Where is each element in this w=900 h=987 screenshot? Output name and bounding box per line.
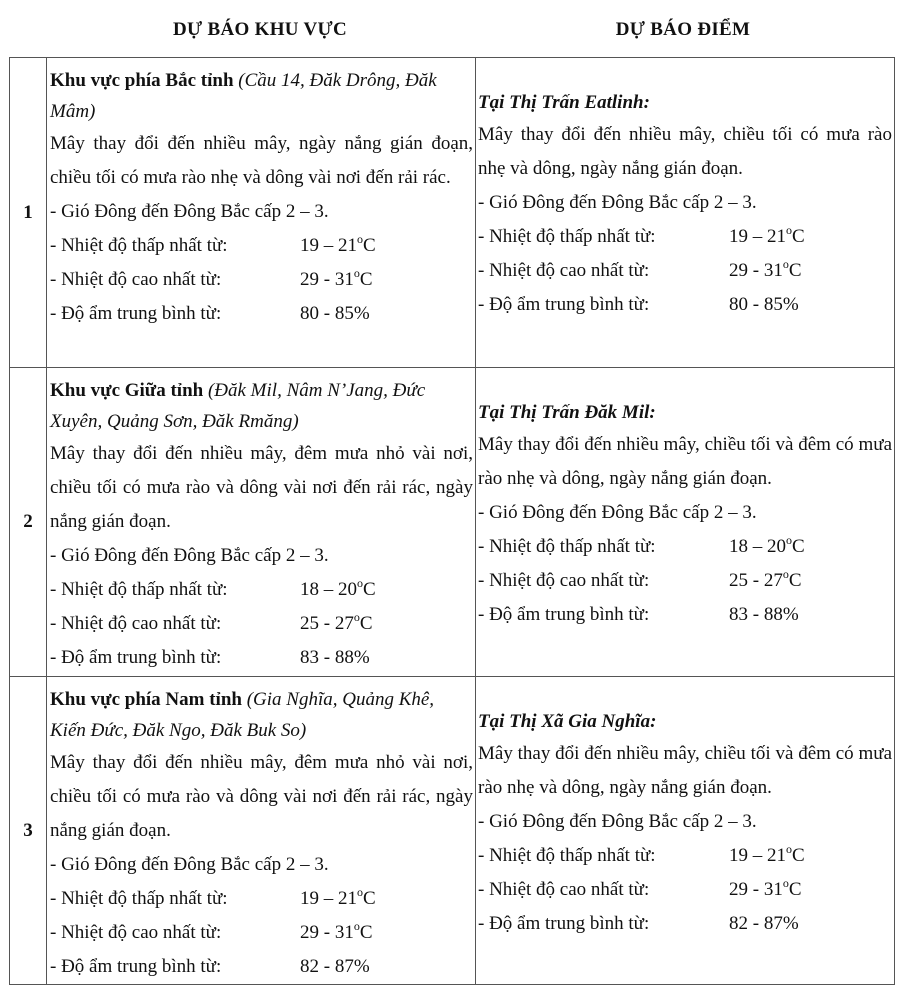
wind-line: - Gió Đông đến Đông Bắc cấp 2 – 3.	[478, 811, 757, 832]
wind-line: - Gió Đông đến Đông Bắc cấp 2 – 3.	[478, 502, 757, 523]
degree-symbol: o	[782, 876, 789, 890]
region-forecast-cell	[47, 368, 476, 677]
humidity-line	[478, 598, 892, 632]
min-temp-value: 19 – 21$^o$C	[729, 223, 805, 247]
point-title: Tại Thị Xã Gia Nghĩa:	[478, 711, 657, 732]
max-temp-label: - Nhiệt độ cao nhất từ:	[50, 613, 222, 634]
wind-line: - Gió Đông đến Đông Bắc cấp 2 – 3.	[50, 854, 329, 875]
min-temp-value: 19 – 21$^o$C	[300, 232, 376, 256]
point-title: Tại Thị Trấn Đăk Mil:	[478, 402, 656, 423]
max-temp-value: 29 - 31$^o$C	[300, 919, 373, 943]
forecast-description: Mây thay đổi đến nhiều mây, chiều tối và đêm có mưa rào nhẹ và dông, ngày nắng gián đoạn.	[478, 743, 892, 798]
table-row	[10, 368, 895, 677]
min-temp-line	[478, 839, 892, 873]
row-number: 2	[10, 368, 47, 677]
humidity-label: - Độ ẩm trung bình từ:	[50, 303, 222, 324]
humidity-line	[50, 950, 473, 984]
forecast-description: Mây thay đổi đến nhiều mây, đêm mưa nhỏ vài nơi, chiều tối có mưa rào và dông vài nơi đến rải rác, ngày nắng gián đoạn.	[50, 752, 473, 841]
degree-symbol: o	[357, 576, 363, 590]
forecast-table	[9, 57, 895, 985]
min-temp-label: - Nhiệt độ thấp nhất từ:	[478, 226, 656, 247]
region-name: Khu vực phía Nam tỉnh	[50, 689, 242, 710]
min-temp-line	[478, 530, 892, 564]
humidity-line	[478, 907, 892, 941]
degree-symbol: o	[357, 885, 363, 899]
humidity-line	[478, 288, 892, 322]
max-temp-value: 25 - 27$^o$C	[300, 610, 373, 634]
min-temp-value: 19 – 21$^o$C	[729, 842, 805, 866]
min-temp-label: - Nhiệt độ thấp nhất từ:	[478, 536, 656, 557]
wind-line: - Gió Đông đến Đông Bắc cấp 2 – 3.	[50, 201, 329, 222]
humidity-value: 83 - 88%	[300, 647, 370, 668]
max-temp-label: - Nhiệt độ cao nhất từ:	[478, 879, 650, 900]
point-title: Tại Thị Trấn Eatlinh:	[478, 92, 650, 113]
min-temp-value: 18 – 20$^o$C	[300, 576, 376, 600]
min-temp-line	[50, 229, 473, 263]
region-title	[50, 684, 473, 746]
region-districts: (Đăk Mil, Nâm N’Jang, Đức Xuyên, Quảng Sơn, Đăk Rmăng)	[50, 380, 426, 432]
max-temp-value: 29 - 31$^o$C	[729, 876, 802, 900]
degree-symbol: o	[782, 567, 789, 581]
max-temp-line	[478, 564, 892, 598]
max-temp-line	[50, 263, 473, 297]
max-temp-line	[50, 607, 473, 641]
region-districts: (Cầu 14, Đăk Drông, Đăk Mâm)	[50, 70, 437, 122]
degree-symbol: o	[786, 533, 792, 547]
degree-symbol: o	[786, 842, 792, 856]
region-forecast-cell	[47, 58, 476, 368]
region-title	[50, 65, 473, 127]
humidity-line	[50, 641, 473, 675]
max-temp-line	[50, 916, 473, 950]
degree-symbol: o	[353, 610, 360, 624]
region-forecast-cell	[47, 677, 476, 985]
max-temp-value: 29 - 31$^o$C	[300, 266, 373, 290]
humidity-value: 82 - 87%	[300, 956, 370, 977]
min-temp-line	[50, 573, 473, 607]
humidity-label: - Độ ẩm trung bình từ:	[478, 294, 650, 315]
region-districts: (Gia Nghĩa, Quảng Khê, Kiến Đức, Đăk Ngo, Đăk Buk So)	[50, 689, 435, 741]
forecast-description: Mây thay đổi đến nhiều mây, chiều tối và đêm có mưa rào nhẹ và dông, ngày nắng gián đoạn.	[478, 434, 892, 489]
forecast-description: Mây thay đổi đến nhiều mây, chiều tối có mưa rào nhẹ và dông, ngày nắng gián đoạn.	[478, 124, 892, 179]
max-temp-label: - Nhiệt độ cao nhất từ:	[50, 922, 222, 943]
humidity-label: - Độ ẩm trung bình từ:	[478, 913, 650, 934]
header-point-forecast: DỰ BÁO ĐIỂM	[615, 19, 751, 40]
min-temp-value: 18 – 20$^o$C	[729, 533, 805, 557]
max-temp-label: - Nhiệt độ cao nhất từ:	[478, 260, 650, 281]
humidity-label: - Độ ẩm trung bình từ:	[50, 647, 222, 668]
min-temp-label: - Nhiệt độ thấp nhất từ:	[478, 845, 656, 866]
table-header	[0, 0, 900, 58]
region-name: Khu vực Giữa tỉnh	[50, 380, 204, 401]
humidity-value: 80 - 85%	[729, 294, 799, 315]
degree-symbol: o	[353, 919, 360, 933]
max-temp-line	[478, 254, 892, 288]
header-region-forecast: DỰ BÁO KHU VỰC	[173, 19, 347, 40]
point-forecast-cell	[476, 368, 895, 677]
min-temp-value: 19 – 21$^o$C	[300, 885, 376, 909]
table-row	[10, 677, 895, 985]
region-name: Khu vực phía Bắc tỉnh	[50, 70, 234, 91]
degree-symbol: o	[357, 232, 363, 246]
max-temp-value: 29 - 31$^o$C	[729, 257, 802, 281]
forecast-description: Mây thay đổi đến nhiều mây, ngày nắng gián đoạn, chiều tối có mưa rào nhẹ và dông vài nơi đến rải rác.	[50, 133, 473, 188]
degree-symbol: o	[353, 266, 360, 280]
humidity-value: 80 - 85%	[300, 303, 370, 324]
point-forecast-cell	[476, 677, 895, 985]
table-row	[10, 58, 895, 368]
max-temp-label: - Nhiệt độ cao nhất từ:	[478, 570, 650, 591]
max-temp-value: 25 - 27$^o$C	[729, 567, 802, 591]
wind-line: - Gió Đông đến Đông Bắc cấp 2 – 3.	[50, 545, 329, 566]
min-temp-label: - Nhiệt độ thấp nhất từ:	[50, 235, 228, 256]
min-temp-line	[478, 220, 892, 254]
humidity-label: - Độ ẩm trung bình từ:	[478, 604, 650, 625]
humidity-value: 83 - 88%	[729, 604, 799, 625]
degree-symbol: o	[782, 257, 789, 271]
row-number: 3	[10, 677, 47, 985]
forecast-description: Mây thay đổi đến nhiều mây, đêm mưa nhỏ vài nơi, chiều tối có mưa rào và dông vài nơi đến rải rác, ngày nắng gián đoạn.	[50, 443, 473, 532]
point-forecast-cell	[476, 58, 895, 368]
min-temp-label: - Nhiệt độ thấp nhất từ:	[50, 579, 228, 600]
min-temp-label: - Nhiệt độ thấp nhất từ:	[50, 888, 228, 909]
degree-symbol: o	[786, 223, 792, 237]
row-number: 1	[10, 58, 47, 368]
max-temp-line	[478, 873, 892, 907]
min-temp-line	[50, 882, 473, 916]
max-temp-label: - Nhiệt độ cao nhất từ:	[50, 269, 222, 290]
humidity-line	[50, 297, 473, 331]
humidity-label: - Độ ẩm trung bình từ:	[50, 956, 222, 977]
humidity-value: 82 - 87%	[729, 913, 799, 934]
region-title	[50, 375, 473, 437]
wind-line: - Gió Đông đến Đông Bắc cấp 2 – 3.	[478, 192, 757, 213]
